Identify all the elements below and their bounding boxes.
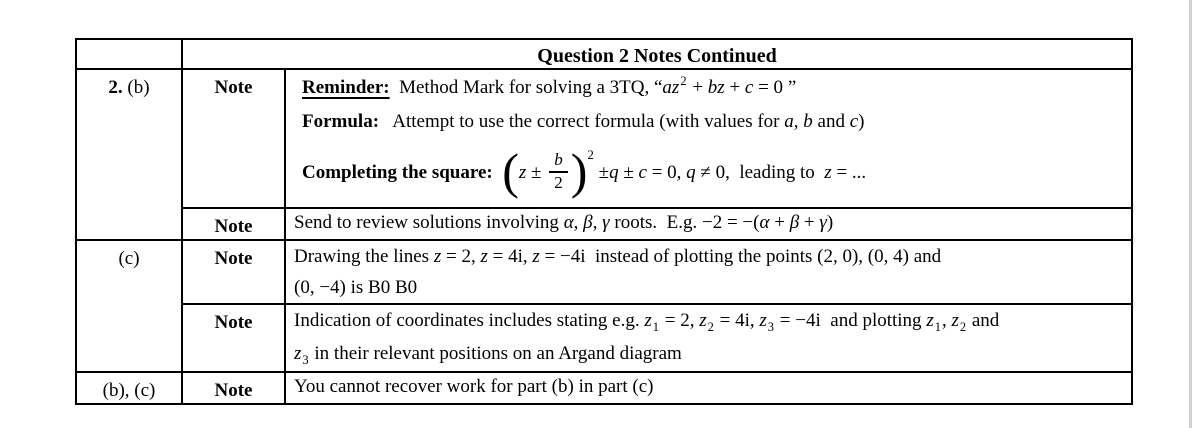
note-label: Note xyxy=(182,240,285,304)
note-content-cell xyxy=(285,372,1132,404)
completing-square-line: Completing the square: ( z ± $\frac{b}{2}$ ) 2 ± q ± c = 0, q ≠ 0, leading to z = ... xyxy=(302,143,867,199)
drawing-lines-line-1: Drawing the lines z = 2, z = 4i, z = −4i instead of plotting the points (2, 0), (0, 4) and xyxy=(294,246,942,267)
table-row xyxy=(76,69,1132,208)
mark-scheme-notes-table xyxy=(75,38,1133,405)
send-to-review-line: Send to review solutions involving α, β, γ roots. E.g. −2 = −(α + β + γ) xyxy=(294,212,834,233)
note-label: Note xyxy=(182,304,285,372)
part-cell-2b: 2. (b) xyxy=(76,69,182,240)
fraction: $\frac{b}{2}$ xyxy=(549,151,568,192)
part-cell-c: (c) xyxy=(76,240,182,372)
note-content-cell xyxy=(285,240,1132,304)
note-content-cell xyxy=(285,69,1132,208)
table-row xyxy=(76,304,1132,372)
header-empty-cell xyxy=(76,39,182,69)
reminder-line: Reminder: Method Mark for solving a 3TQ, “$az^2$ + bz + c = 0 ” xyxy=(302,74,797,98)
note-label: Note xyxy=(182,69,285,208)
table-title: Question 2 Notes Continued xyxy=(182,39,1132,69)
table-row xyxy=(76,208,1132,240)
header-row xyxy=(76,39,1132,69)
indication-line-1: Indication of coordinates includes stating e.g. $z_1 = 2$, $z_2 = 4i$, $z_3 = -4i$ and plotting $z_1$, $z_2$ and xyxy=(294,310,1000,334)
table-row xyxy=(76,372,1132,404)
table-row xyxy=(76,240,1132,304)
recover-work-line: You cannot recover work for part (b) in part (c) xyxy=(294,376,654,397)
drawing-lines-line-2: (0, −4) is B0 B0 xyxy=(294,277,418,298)
indication-line-2: $z_3$ in their relevant positions on an Argand diagram xyxy=(294,343,682,367)
note-content-cell xyxy=(285,304,1132,372)
note-label: Note xyxy=(182,372,285,404)
part-cell-bc: (b), (c) xyxy=(76,372,182,404)
question-2-notes-table xyxy=(75,38,1133,405)
note-label: Note xyxy=(182,208,285,240)
note-content-cell xyxy=(285,208,1132,240)
formula-line: Formula: Attempt to use the correct formula (with values for a, b and c) xyxy=(302,111,865,132)
page-edge-line xyxy=(1189,0,1192,428)
